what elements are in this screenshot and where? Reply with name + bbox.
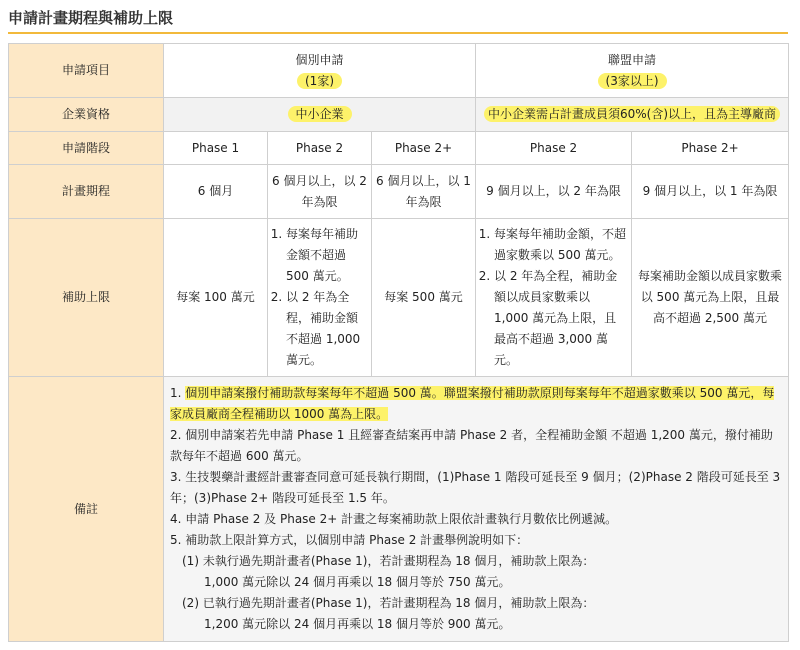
- phase-cell: Phase 2: [268, 132, 372, 165]
- note-3-text: 生技製藥計畫經計畫審查同意可延長執行期間，(1)Phase 1 階段可延長至 9 個月；(2)Phase 2 階段可延長至 3 年；(3)Phase 2+ 階段可延長至 1.5 年。: [170, 470, 781, 505]
- header-alliance-sub: (3家以上): [598, 73, 667, 89]
- page-title-bar: [8, 6, 788, 34]
- period-cell: 9 個月以上，以 1 年為限: [632, 165, 789, 219]
- header-row: [9, 44, 789, 98]
- cap-all-p2: [476, 219, 632, 377]
- note-2: 2. 個別申請案若先申請 Phase 1 且經審查結案再申請 Phase 2 者，全程補助金額 不超過 1,200 萬元，撥付補助款每年不超過 600 萬元。: [170, 428, 773, 463]
- header-alliance: [476, 44, 789, 98]
- funding-table: [8, 43, 789, 642]
- qualification-individual: [164, 98, 476, 132]
- cap-ind-p1: 每案 100 萬元: [164, 219, 268, 377]
- header-alliance-label: 聯盟申請: [608, 52, 657, 67]
- note-3: 3. 生技製藥計畫經計畫審查同意可延長執行期間，(1)Phase 1 階段可延長至 9 個月；(2)Phase 2 階段可延長至 3 年；(3)Phase 2+ 階段可延長至 1.5 年。: [170, 470, 781, 505]
- cap-ind-p2plus: 每案 500 萬元: [372, 219, 476, 377]
- notes-label: 備註: [9, 377, 164, 642]
- list-item: 2. 以 2 年為全程，補助金額不超過 1,000 萬元。: [286, 287, 367, 371]
- note-4-text: 申請 Phase 2 及 Phase 2+ 計畫之每案補助款上限依計畫執行月數依比例遞減。: [185, 512, 618, 526]
- note-1-text: 個別申請案撥付補助款每案每年不超過 500 萬。聯盟案撥付補助款原則每案每年不超過家數乘以 500 萬元，每家成員廠商全程補助以 1000 萬為上限。: [170, 386, 775, 421]
- qualification-individual-value: 中小企業: [288, 106, 352, 122]
- phase-cell: Phase 2+: [372, 132, 476, 165]
- qualification-label: 企業資格: [9, 98, 164, 132]
- note-5-1-calc: 1,000 萬元除以 24 個月再乘以 18 個月等於 750 萬元。: [204, 575, 511, 589]
- note-1: 1. 個別申請案撥付補助款每案每年不超過 500 萬。聯盟案撥付補助款原則每案每年不超過家數乘以 500 萬元，每家成員廠商全程補助以 1000 萬為上限。: [170, 386, 775, 421]
- qualification-alliance: [476, 98, 789, 132]
- note-2-text: 個別申請案若先申請 Phase 1 且經審查結案再申請 Phase 2 者，全程補助金額 不超過 1,200 萬元，撥付補助款每年不超過 600 萬元。: [170, 428, 773, 463]
- period-cell: 9 個月以上，以 2 年為限: [476, 165, 632, 219]
- header-individual-label: 個別申請: [295, 52, 344, 67]
- list-item: 2. 以 2 年為全程，補助金額以成員家數乘以 1,000 萬元為上限，且最高不超過 3,000 萬元。: [494, 266, 627, 371]
- cap-label: 補助上限: [9, 219, 164, 377]
- note-5-1: (1) 未執行過先期計畫者(Phase 1)，若計畫期程為 18 個月，補助款上限為：: [182, 554, 595, 568]
- qualification-row: [9, 98, 789, 132]
- phase-cell: Phase 2: [476, 132, 632, 165]
- phase-cell: Phase 2+: [632, 132, 789, 165]
- qualification-alliance-value: 中小企業需占計畫成員須60%(含)以上，且為主導廠商: [484, 106, 780, 122]
- period-cell: 6 個月以上，以 2 年為限: [268, 165, 372, 219]
- period-cell: 6 個月以上，以 1 年為限: [372, 165, 476, 219]
- header-individual-sub: (1家): [297, 73, 342, 89]
- notes-row: [9, 377, 789, 642]
- period-cell: 6 個月: [164, 165, 268, 219]
- notes-content: [164, 377, 789, 642]
- cap-ind-p2-list: [272, 224, 367, 371]
- cap-all-p2-list: [480, 224, 627, 371]
- cap-ind-p2: [268, 219, 372, 377]
- page-title: 申請計畫期程與補助上限: [8, 9, 174, 27]
- period-label: 計畫期程: [9, 165, 164, 219]
- header-item: 申請項目: [9, 44, 164, 98]
- list-item: 1. 每案每年補助金額不超過 500 萬元。: [286, 224, 367, 287]
- note-5-2: (2) 已執行過先期計畫者(Phase 1)，若計畫期程為 18 個月，補助款上限為：: [182, 596, 595, 610]
- note-5-2-calc: 1,200 萬元除以 24 個月再乘以 18 個月等於 900 萬元。: [204, 617, 511, 631]
- cap-row: [9, 219, 789, 377]
- note-5-text: 補助款上限計算方式，以個別申請 Phase 2 計畫舉例說明如下：: [185, 533, 529, 547]
- period-row: [9, 165, 789, 219]
- note-5: 5. 補助款上限計算方式，以個別申請 Phase 2 計畫舉例說明如下：: [170, 533, 529, 547]
- cap-all-p2plus: 每案補助金額以成員家數乘以 500 萬元為上限，且最高不超過 2,500 萬元: [632, 219, 789, 377]
- header-individual: [164, 44, 476, 98]
- phase-cell: Phase 1: [164, 132, 268, 165]
- list-item: 1. 每案每年補助金額，不超過家數乘以 500 萬元。: [494, 224, 627, 266]
- phase-label: 申請階段: [9, 132, 164, 165]
- note-4: 4. 申請 Phase 2 及 Phase 2+ 計畫之每案補助款上限依計畫執行月數依比例遞減。: [170, 512, 618, 526]
- phase-row: [9, 132, 789, 165]
